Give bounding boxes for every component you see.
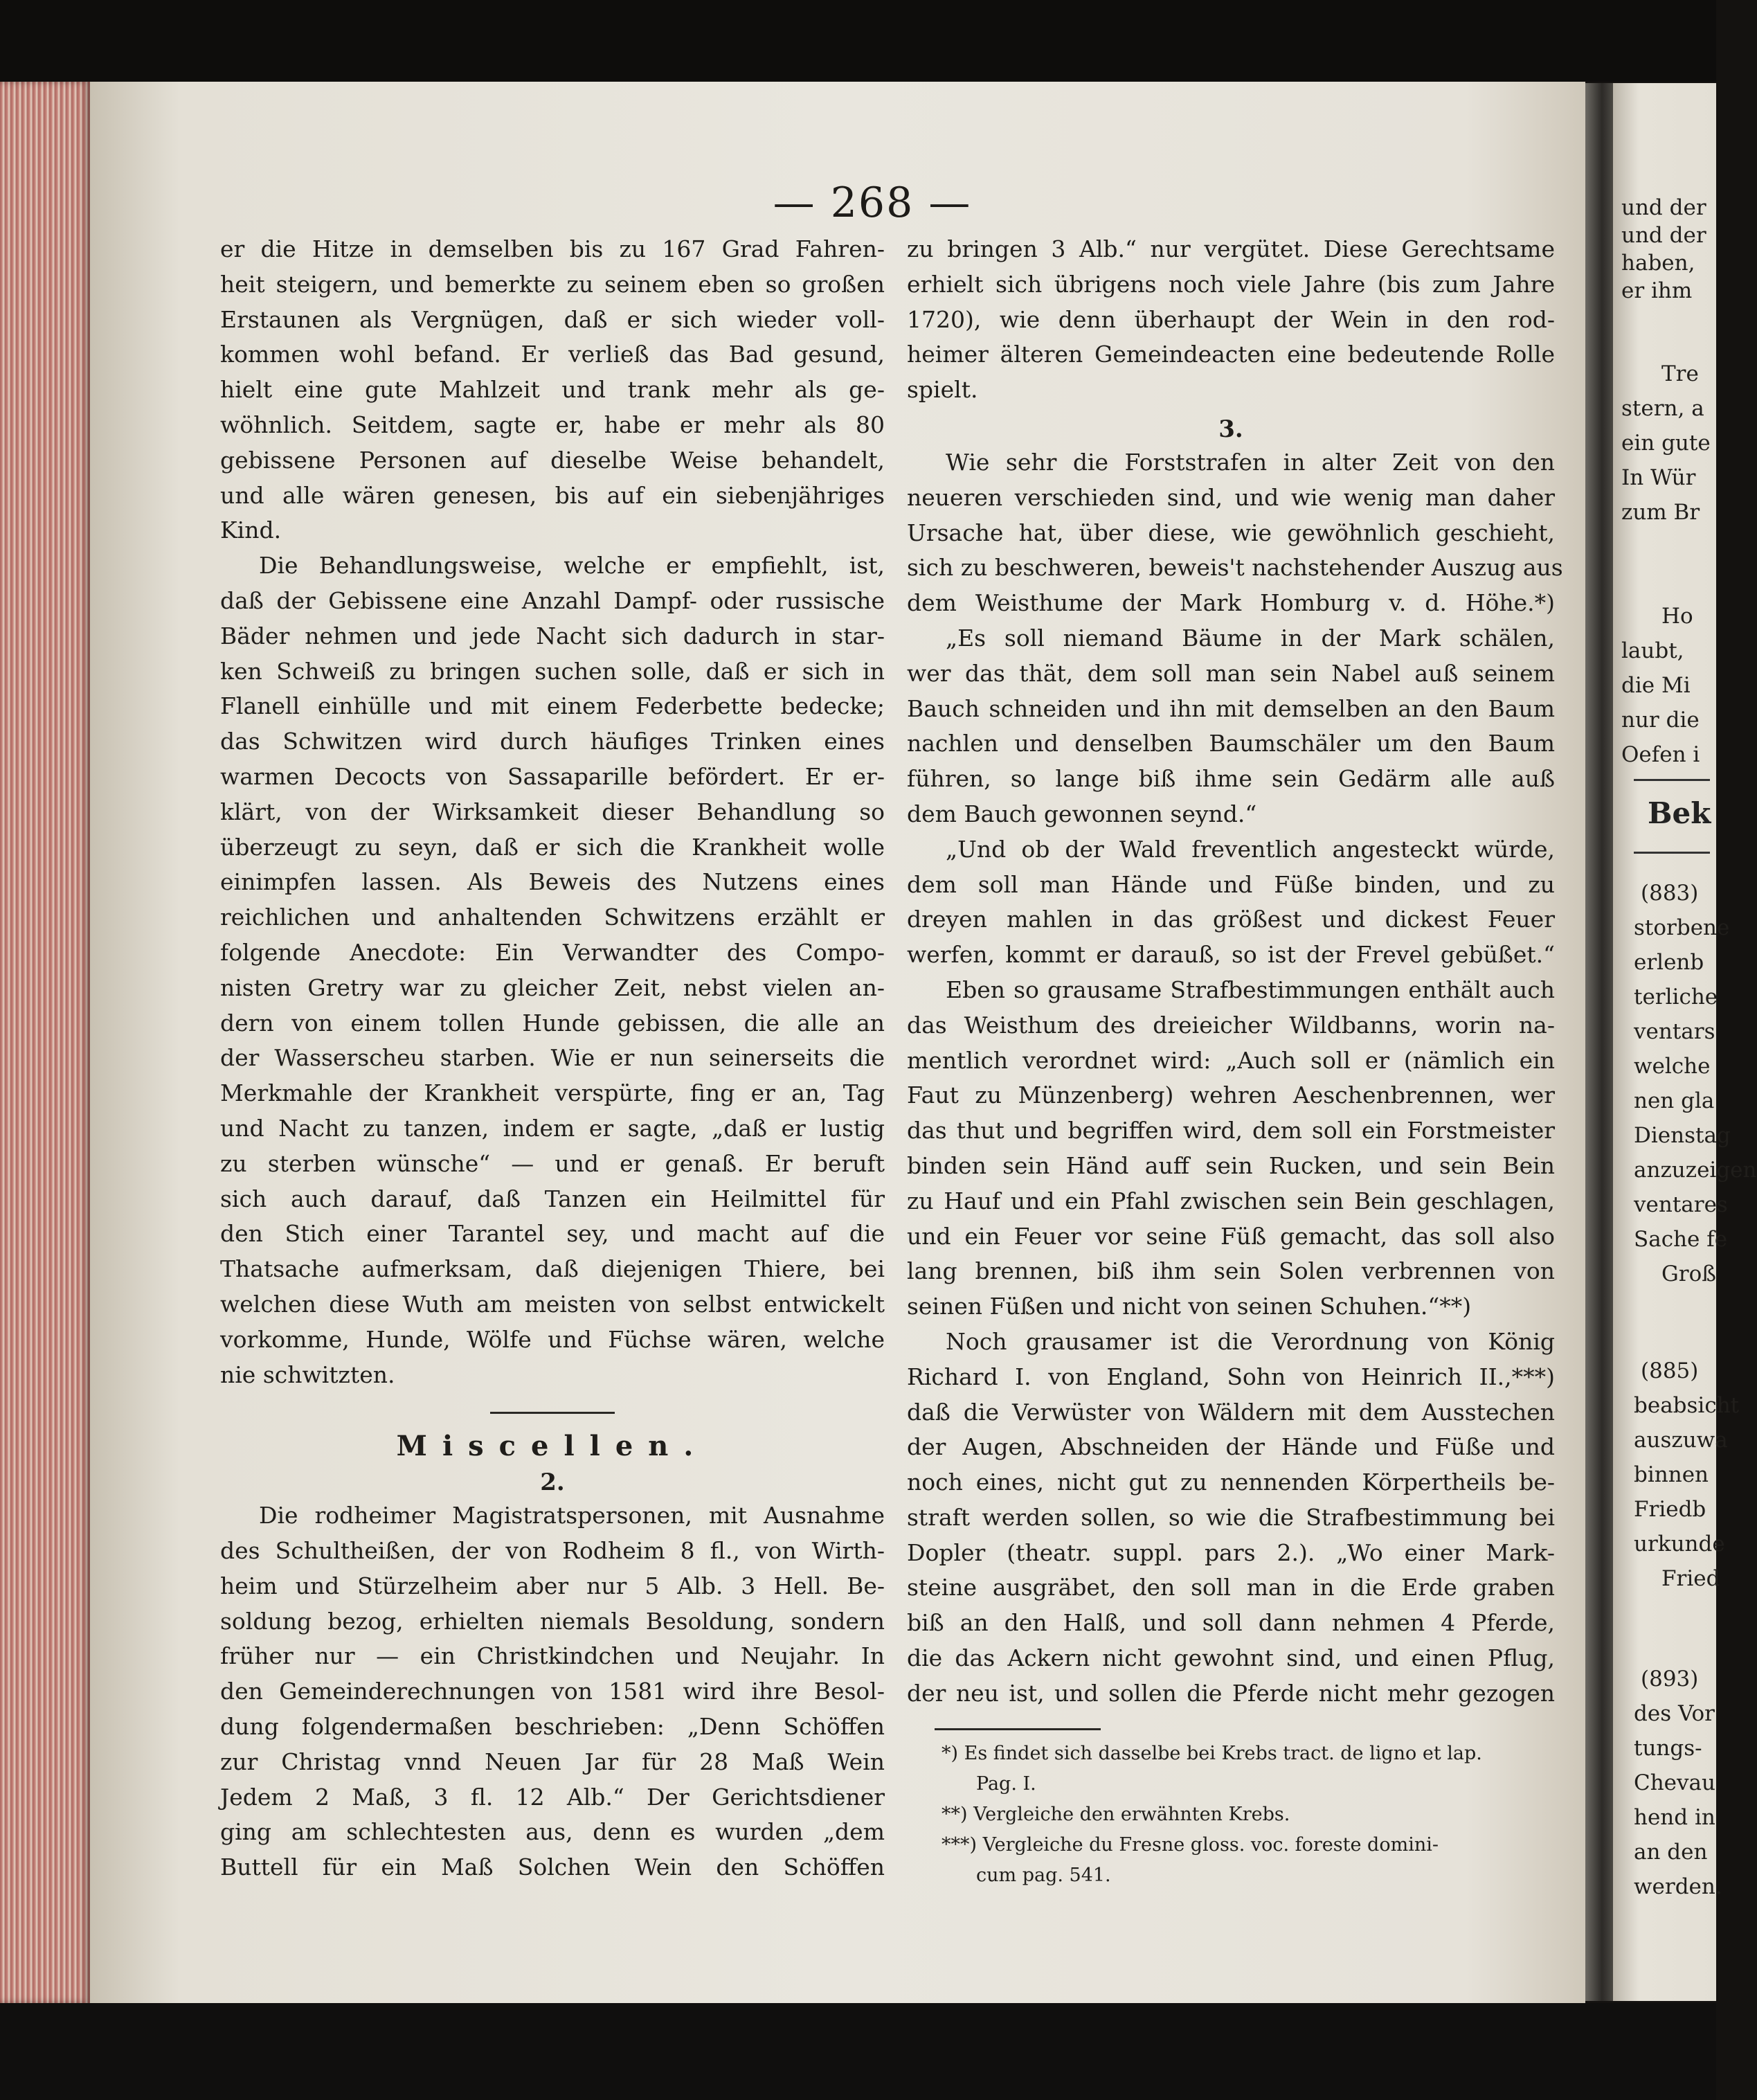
fragment-line: auszuwa [1634, 1428, 1728, 1453]
text-line: Faut zu Münzenberg) wehren Aeschenbrennen, wer [907, 1082, 1555, 1109]
section-number: 3. [1218, 415, 1243, 443]
fragment-line: des Vor [1634, 1701, 1715, 1726]
text-line: und ein Feuer vor seine Füß gemacht, das soll also [907, 1222, 1555, 1250]
fragment-line: stern, a [1621, 396, 1704, 421]
right-paragraph-4 [907, 832, 1555, 973]
text-line: dem Bauch gewonnen seynd.“ [907, 800, 1257, 827]
next-page-fragment [1613, 83, 1757, 2001]
text-line: Kind. [220, 517, 282, 544]
section-number: 2. [540, 1469, 565, 1497]
fragment-line: binnen [1634, 1462, 1709, 1487]
text-line: dung folgendermaßen beschrieben: „Denn Schöffen [220, 1713, 885, 1741]
text-line: Merkmahle der Krankheit verspürte, fing er an, Tag [220, 1079, 885, 1107]
text-line: und alle wären genesen, bis auf ein siebenjähriges [220, 481, 885, 509]
text-line: reichlichen und anhaltenden Schwitzens erzählt er [220, 904, 885, 931]
fragment-line: erlenb [1634, 950, 1704, 975]
text-line: spielt. [907, 376, 978, 404]
footnotes [907, 1739, 1555, 1891]
text-line: warmen Decocts von Sassaparille befördert. Er er- [220, 762, 885, 790]
text-line: heimer älteren Gemeindeacten eine bedeutende Rolle [907, 341, 1555, 368]
text-line: des Schultheißen, der von Rodheim 8 fl., von Wirth- [220, 1537, 885, 1565]
text-line: 1720), wie denn überhaupt der Wein in den rod- [907, 305, 1555, 333]
text-line: Richard I. von England, Sohn von Heinrich II.,***) [907, 1363, 1555, 1390]
text-line: mentlich verordnet wird: „Auch soll er (nämlich ein [907, 1046, 1555, 1074]
text-line: Flanell einhülle und mit einem Federbette bedecke; [220, 692, 885, 720]
text-line: klärt, von der Wirksamkeit dieser Behandlung so [220, 798, 885, 825]
left-paragraph-2 [220, 548, 885, 1392]
text-line: nachlen und denselben Baumschäler um den Baum [907, 730, 1555, 757]
fragment-line: welche [1634, 1054, 1711, 1079]
text-line: Eben so grausame Strafbestimmungen enthält auch [946, 976, 1555, 1003]
fragment-line: Sache fe [1634, 1227, 1728, 1252]
fragment-line: anzuzeigen [1634, 1158, 1757, 1183]
text-line: Jedem 2 Maß, 3 fl. 12 Alb.“ Der Gerichtsdiener [220, 1783, 885, 1811]
fragment-line: zum Br [1621, 500, 1700, 525]
fragment-line: ein gute [1621, 431, 1711, 456]
text-line: der Augen, Abschneiden der Hände und Füße und [907, 1433, 1555, 1461]
text-line: Die Behandlungsweise, welche er empfiehlt, ist, [259, 552, 885, 580]
fragment-line: ventares [1634, 1192, 1728, 1217]
text-line: kommen wohl befand. Er verließ das Bad gesund, [220, 341, 885, 368]
fragment-line: Tre [1661, 361, 1699, 386]
fragment-line: Ho [1661, 604, 1693, 629]
section-divider [490, 1412, 615, 1414]
text-line: das thut und begriffen wird, dem soll ein Forstmeister [907, 1117, 1555, 1145]
text-line: früher nur — ein Christkindchen und Neujahr. In [220, 1642, 885, 1670]
right-paragraph-1 [907, 232, 1555, 408]
footnote-line: Pag. I. [976, 1773, 1036, 1795]
text-line: lang brennen, biß ihm sein Solen verbrennen von [907, 1257, 1555, 1285]
fragment-line: laubt, [1621, 638, 1684, 663]
text-line: „Es soll niemand Bäume in der Mark schälen, [946, 624, 1555, 652]
text-line: binden sein Händ auff sein Rucken, und sein Bein [907, 1151, 1555, 1179]
text-line: steine ausgräbet, den soll man in die Erde graben [907, 1574, 1555, 1601]
fragment-line: werden. [1634, 1874, 1722, 1899]
fragment-divider [1634, 779, 1710, 781]
fragment-line: (885) [1641, 1358, 1699, 1383]
fragment-line: Oefen i [1621, 742, 1700, 767]
text-line: wöhnlich. Seitdem, sagte er, habe er mehr als 80 [220, 411, 885, 438]
text-line: zu sterben wünsche“ — und er genaß. Er beruft [220, 1149, 885, 1177]
fragment-line: die Mi [1621, 673, 1691, 698]
footnote-line: ***) Vergleiche du Fresne gloss. voc. foreste domini- [941, 1833, 1439, 1856]
left-paragraph-1 [220, 232, 885, 548]
page-edges [0, 82, 90, 2003]
text-line: vorkomme, Hunde, Wölfe und Füchse wären, welche [220, 1325, 885, 1353]
fragment-line: Dienstag [1634, 1123, 1731, 1148]
fragment-line: nen gla [1634, 1088, 1715, 1113]
fragment-line: Friedb [1634, 1497, 1706, 1522]
text-line: nisten Gretry war zu gleicher Zeit, nebst vielen an- [220, 973, 885, 1001]
text-line: noch eines, nicht gut zu nennenden Körpertheils be- [907, 1469, 1555, 1496]
fragment-line: (883) [1641, 881, 1699, 906]
left-column [220, 232, 885, 1885]
fragment-divider [1634, 852, 1710, 854]
text-line: dem soll man Hände und Füße binden, und zu [907, 870, 1555, 898]
fragment-line: urkunde [1634, 1532, 1725, 1556]
text-line: seinen Füßen und nicht von seinen Schuhen.“**) [907, 1293, 1472, 1320]
text-line: daß der Gebissene eine Anzahl Dampf- oder russische [220, 586, 885, 614]
text-line: Erstaunen als Vergnügen, daß er sich wieder voll- [220, 305, 885, 333]
text-line: Wie sehr die Forststrafen in alter Zeit von den [946, 448, 1555, 476]
text-line: soldung bezog, erhielten niemals Besoldung, sondern [220, 1607, 885, 1635]
text-line: erhielt sich übrigens noch viele Jahre (bis zum Jahre [907, 270, 1555, 298]
text-line: sich zu beschweren, beweis't nachstehender Auszug aus [907, 554, 1563, 582]
fragment-line: er ihm [1621, 278, 1693, 303]
text-line: dem Weisthume der Mark Homburg v. d. Höhe.*) [907, 589, 1555, 617]
right-paragraph-2 [907, 445, 1563, 621]
text-line: die das Ackern nicht gewohnt sind, und einen Pflug, [907, 1644, 1555, 1672]
right-column [907, 232, 1563, 1891]
fragment-heading: Bek [1648, 796, 1711, 830]
text-line: und Nacht zu tanzen, indem er sagte, „daß er lustig [220, 1114, 885, 1142]
text-line: ging am schlechtesten aus, denn es wurden „dem [220, 1818, 885, 1846]
right-paragraph-6 [907, 1325, 1555, 1712]
text-line: sich auch darauf, daß Tanzen ein Heilmittel für [220, 1185, 885, 1212]
text-line: Thatsache aufmerksam, daß diejenigen Thiere, bei [220, 1255, 885, 1283]
text-line: Noch grausamer ist die Verordnung von König [946, 1327, 1555, 1355]
footnote-line: **) Vergleiche den erwähnten Krebs. [941, 1803, 1290, 1825]
text-line: Bäder nehmen und jede Nacht sich dadurch in star- [220, 622, 885, 649]
text-line: welchen diese Wuth am meisten von selbst entwickelt [220, 1290, 885, 1318]
scan-background-top [0, 0, 1716, 82]
text-line: den Stich einer Tarantel sey, und macht auf die [220, 1220, 885, 1248]
text-line: Die rodheimer Magistratspersonen, mit Ausnahme [259, 1502, 885, 1529]
fragment-line: und der [1621, 195, 1706, 220]
text-line: überzeugt zu seyn, daß er sich die Krankheit wolle [220, 833, 885, 861]
text-line: Dopler (theatr. suppl. pars 2.). „Wo einer Mark- [907, 1538, 1555, 1566]
page-number: — 268 — [773, 179, 972, 227]
fragment-line: beabsicht [1634, 1393, 1740, 1418]
text-line: den Gemeinderechnungen von 1581 wird ihre Besol- [220, 1678, 885, 1705]
section-heading: Miscellen. [396, 1430, 709, 1463]
text-line: „Und ob der Wald freventlich angesteckt würde, [946, 835, 1555, 863]
text-line: Buttell für ein Maß Solchen Wein den Schöffen [220, 1854, 885, 1881]
text-line: nie schwitzten. [220, 1361, 395, 1388]
fragment-line: terliche [1634, 985, 1718, 1009]
fragment-line: tungs- [1634, 1736, 1702, 1761]
fragment-line: (893) [1641, 1667, 1699, 1691]
text-line: Ursache hat, über diese, wie gewöhnlich geschieht, [907, 519, 1555, 546]
footnote-line: cum pag. 541. [976, 1864, 1111, 1886]
fragment-line: In Wür [1621, 465, 1696, 490]
fragment-line: hend in [1634, 1805, 1715, 1830]
text-line: dreyen mahlen in das größest und dickest Feuer [907, 906, 1555, 933]
footnote-divider [935, 1728, 1101, 1730]
text-line: daß die Verwüster von Wäldern mit dem Ausstechen [907, 1398, 1555, 1426]
scan-background-bottom [0, 2003, 1716, 2100]
text-line: zu bringen 3 Alb.“ nur vergütet. Diese Gerechtsame [907, 235, 1555, 262]
text-line: dern von einem tollen Hunde gebissen, die alle an [220, 1009, 885, 1036]
right-paragraph-5 [907, 973, 1555, 1325]
text-line: werfen, kommt er darauß, so ist der Frevel gebüßet.“ [907, 941, 1555, 969]
text-line: der neu ist, und sollen die Pferde nicht mehr gezogen [907, 1679, 1555, 1707]
right-paragraph-3 [907, 621, 1555, 832]
text-line: heim und Stürzelheim aber nur 5 Alb. 3 Hell. Be- [220, 1572, 885, 1599]
text-line: zur Christag vnnd Neuen Jar für 28 Maß Wein [220, 1748, 885, 1775]
book-gutter [1585, 83, 1613, 2001]
fragment-line: haben, [1621, 251, 1695, 276]
text-line: straft werden sollen, so wie die Strafbestimmung bei [907, 1503, 1555, 1531]
text-line: führen, so lange biß ihme sein Gedärm alle auß [907, 765, 1555, 793]
text-line: der Wasserscheu starben. Wie er nun seinerseits die [220, 1044, 885, 1072]
text-line: folgende Anecdote: Ein Verwandter des Compo- [220, 938, 885, 966]
text-line: einimpfen lassen. Als Beweis des Nutzens eines [220, 868, 885, 896]
text-line: wer das thät, dem soll man sein Nabel auß seinem [907, 659, 1555, 687]
text-line: biß an den Halß, und soll dann nehmen 4 Pferde, [907, 1609, 1555, 1637]
fragment-line: und der [1621, 223, 1706, 248]
fragment-line: ventars [1634, 1019, 1715, 1044]
left-paragraph-3 [220, 1498, 885, 1885]
text-line: das Schwitzen wird durch häufiges Trinken eines [220, 728, 885, 755]
fragment-line: storbene [1634, 915, 1730, 940]
text-line: gebissene Personen auf dieselbe Weise behandelt, [220, 446, 885, 474]
text-line: Bauch schneiden und ihn mit demselben an den Baum [907, 694, 1555, 722]
fragment-line: Groß [1661, 1262, 1716, 1286]
text-line: ken Schweiß zu bringen suchen solle, daß er sich in [220, 657, 885, 685]
text-line: neueren verschieden sind, und wie wenig man daher [907, 483, 1555, 511]
text-line: zu Hauf und ein Pfahl zwischen sein Bein geschlagen, [907, 1187, 1555, 1214]
text-line: er die Hitze in demselben bis zu 167 Grad Fahren- [220, 235, 885, 262]
fragment-line: nur die [1621, 708, 1700, 733]
fragment-line: Fried [1661, 1566, 1720, 1591]
text-line: das Weisthum des dreieicher Wildbanns, worin na- [907, 1011, 1555, 1039]
fragment-line: Chevau [1634, 1770, 1715, 1795]
text-line: heit steigern, und bemerkte zu seinem eben so großen [220, 270, 885, 298]
footnote-line: *) Es findet sich dasselbe bei Krebs tract. de ligno et lap. [941, 1742, 1482, 1764]
text-line: hielt eine gute Mahlzeit und trank mehr als ge- [220, 376, 885, 404]
fragment-line: an den [1634, 1840, 1708, 1865]
